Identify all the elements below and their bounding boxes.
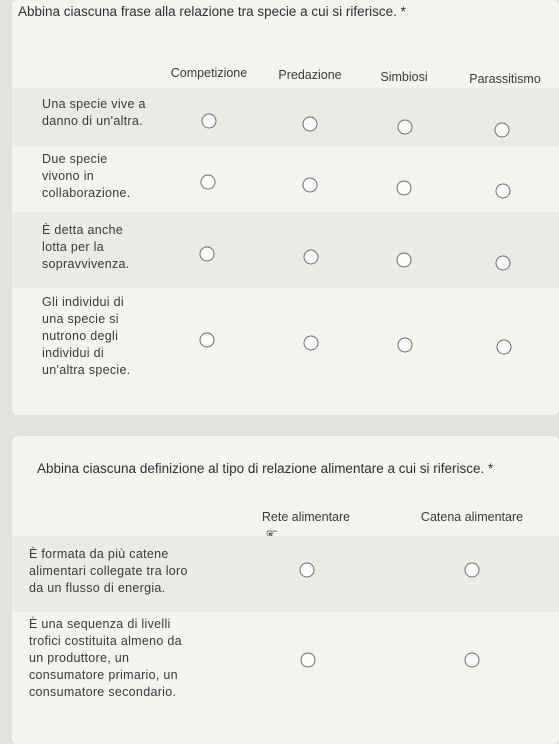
row-label-line: una specie si: [42, 312, 119, 326]
row-label: [29, 616, 182, 701]
row-label-line: È una sequenza di livelli: [29, 617, 171, 631]
column-header-competizione: Competizione: [170, 66, 248, 80]
row-label: [29, 546, 188, 597]
row-label-line: sopravvivenza.: [42, 257, 130, 271]
radio-simbiosi[interactable]: [397, 253, 412, 268]
row-label-line: consumatore primario, un: [29, 668, 178, 682]
radio-simbiosi[interactable]: [398, 120, 413, 135]
column-header-simbiosi: Simbiosi: [380, 70, 428, 84]
radio-catena-alimentare[interactable]: [465, 653, 480, 668]
grid-row-1: [12, 88, 559, 146]
column-header-catena-alimentare: Catena alimentare: [420, 510, 524, 524]
radio-parassitismo[interactable]: [496, 184, 511, 199]
question-card-relations: [12, 0, 559, 415]
row-label-line: da un flusso di energia.: [29, 581, 166, 595]
row-label-line: consumatore secondario.: [29, 685, 177, 699]
row-label-line: Una specie vive a: [42, 97, 146, 111]
radio-parassitismo[interactable]: [495, 123, 510, 138]
radio-rete-alimentare[interactable]: [301, 653, 316, 668]
grid-row-3: [12, 212, 559, 288]
row-label: [42, 96, 146, 130]
row-label-line: È detta anche: [42, 223, 124, 237]
radio-catena-alimentare[interactable]: [465, 563, 480, 578]
radio-parassitismo[interactable]: [497, 340, 512, 355]
radio-simbiosi[interactable]: [398, 338, 413, 353]
grid-row-2: [12, 146, 559, 212]
row-label-line: un produttore, un: [29, 651, 130, 665]
radio-predazione[interactable]: [303, 178, 318, 193]
radio-competizione[interactable]: [200, 247, 215, 262]
radio-rete-alimentare[interactable]: [300, 563, 315, 578]
row-label-line: È formata da più catene: [29, 547, 169, 561]
row-label-line: un'altra specie.: [42, 363, 131, 377]
row-label-line: vivono in: [42, 169, 95, 183]
row-label: [42, 151, 131, 202]
row-label-line: trofici costituita almeno da: [29, 634, 182, 648]
radio-simbiosi[interactable]: [397, 181, 412, 196]
radio-predazione[interactable]: [303, 117, 318, 132]
row-label-line: collaborazione.: [42, 186, 131, 200]
row-label-line: Due specie: [42, 152, 108, 166]
grid-row-2: [12, 612, 559, 712]
row-label-line: Gli individui di: [42, 295, 124, 309]
row-label-line: lotta per la: [42, 240, 104, 254]
radio-competizione[interactable]: [200, 333, 215, 348]
column-header-rete-alimentare: Rete alimentare: [261, 510, 351, 524]
grid-row-4: [12, 288, 559, 392]
grid-row-1: [12, 536, 559, 612]
row-label-line: individui di: [42, 346, 104, 360]
row-label: [42, 222, 130, 273]
radio-predazione[interactable]: [304, 336, 319, 351]
row-label: [42, 294, 131, 379]
radio-competizione[interactable]: [202, 114, 217, 129]
question-title: Abbina ciascuna frase alla relazione tra specie a cui si riferisce. *: [18, 4, 406, 19]
question-title: Abbina ciascuna definizione al tipo di relazione alimentare a cui si riferisce. *: [37, 461, 494, 476]
radio-parassitismo[interactable]: [496, 256, 511, 271]
radio-predazione[interactable]: [304, 250, 319, 265]
question-card-food-relations: [12, 436, 559, 744]
row-label-line: nutrono degli: [42, 329, 119, 343]
row-label-line: danno di un'altra.: [42, 114, 143, 128]
row-label-line: alimentari collegate tra loro: [29, 564, 188, 578]
column-header-parassitismo: Parassitismo: [469, 72, 541, 86]
radio-competizione[interactable]: [201, 175, 216, 190]
column-header-predazione: Predazione: [278, 68, 342, 82]
